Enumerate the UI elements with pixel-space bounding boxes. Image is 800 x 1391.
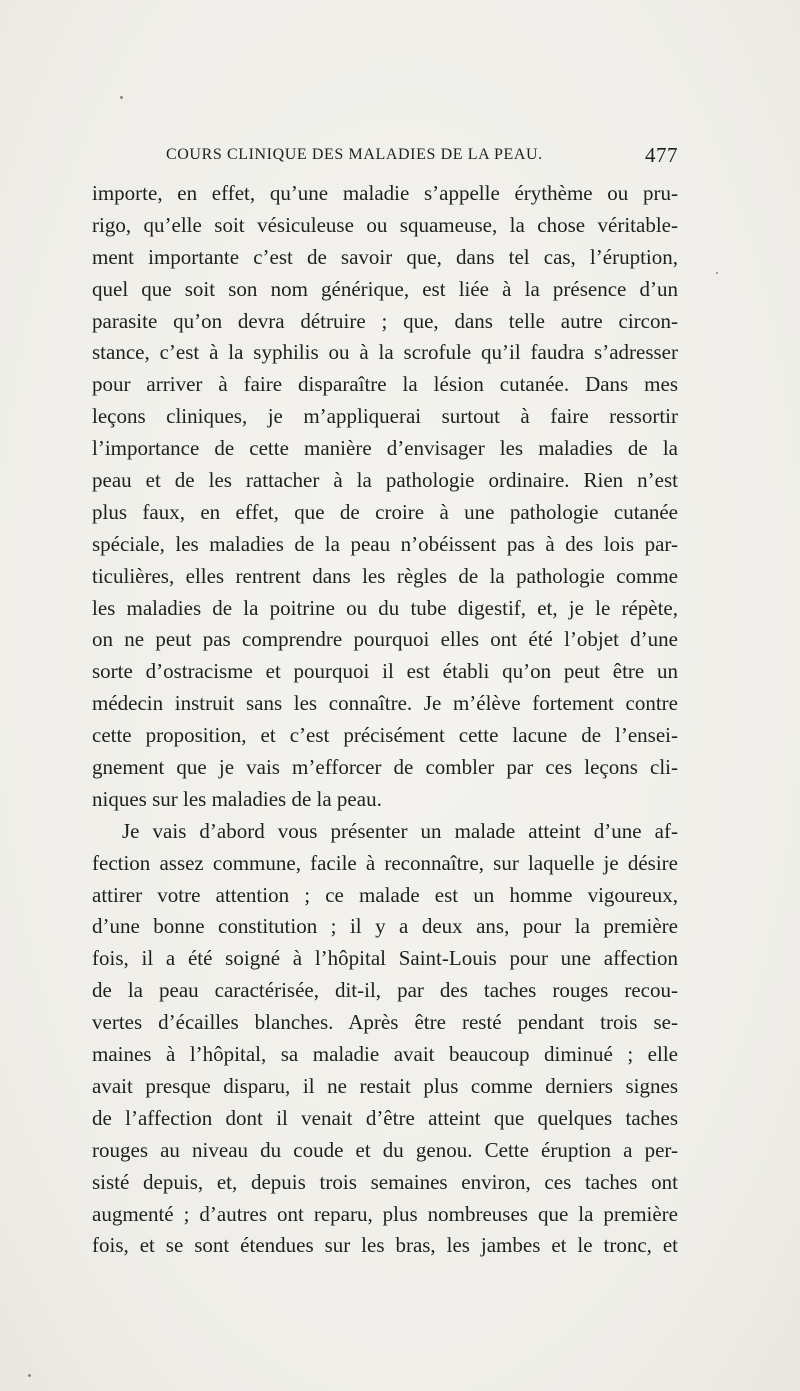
paper-speck xyxy=(28,1374,31,1377)
text-line: importe, en effet, qu’une maladie s’appelle érythème ou pru- xyxy=(92,181,678,205)
text-line: sorte d’ostracisme et pourquoi il est établi qu’on peut être un xyxy=(92,659,678,684)
text-line: spéciale, les maladies de la peau n’obéissent pas à des lois par- xyxy=(92,531,678,556)
text-line: l’importance de cette manière d’envisager les maladies de la xyxy=(92,436,678,461)
text-line: maines à l’hôpital, sa maladie avait beaucoup diminué ; elle xyxy=(92,1042,678,1067)
body-text xyxy=(92,178,678,1262)
text-line: stance, c’est à la syphilis ou à la scrofule qu’il faudra s’adresser xyxy=(92,340,678,365)
text-line: niques sur les maladies de la peau. xyxy=(92,786,382,811)
text-line: Je vais d’abord vous présenter un malade atteint d’une af- xyxy=(122,818,678,843)
running-title: COURS CLINIQUE DES MALADIES DE LA PEAU. xyxy=(166,146,543,163)
text-line: fection assez commune, facile à reconnaître, sur laquelle je désire xyxy=(92,850,678,875)
text-line: cette proposition, et c’est précisément cette lacune de l’ensei- xyxy=(92,723,678,748)
text-line: leçons cliniques, je m’appliquerai surtout à faire ressortir xyxy=(92,404,678,429)
text-line: pour arriver à faire disparaître la lésion cutanée. Dans mes xyxy=(92,372,678,397)
text-line: parasite qu’on devra détruire ; que, dans telle autre circon- xyxy=(92,308,678,333)
paper-speck xyxy=(120,96,123,99)
running-header xyxy=(92,143,678,172)
text-line: ment importante c’est de savoir que, dans tel cas, l’éruption, xyxy=(92,244,678,269)
text-line: fois, il a été soigné à l’hôpital Saint-Louis pour une affection xyxy=(92,946,678,971)
text-line: fois, et se sont étendues sur les bras, les jambes et le tronc, et xyxy=(92,1233,678,1258)
text-line: gnement que je vais m’efforcer de combler par ces leçons cli- xyxy=(92,755,678,780)
page-number: 477 xyxy=(645,143,678,167)
text-line: avait presque disparu, il ne restait plus comme derniers signes xyxy=(92,1073,678,1098)
text-line: les maladies de la poitrine ou du tube digestif, et, je le répète, xyxy=(92,595,678,620)
text-line: plus faux, en effet, que de croire à une pathologie cutanée xyxy=(92,499,678,524)
text-line: d’une bonne constitution ; il y a deux ans, pour la première xyxy=(92,914,678,939)
text-line: quel que soit son nom générique, est liée à la présence d’un xyxy=(92,276,678,301)
text-line: rigo, qu’elle soit vésiculeuse ou squameuse, la chose véritable- xyxy=(92,212,678,237)
text-line: attirer votre attention ; ce malade est un homme vigoureux, xyxy=(92,882,678,907)
text-line: sisté depuis, et, depuis trois semaines environ, ces taches ont xyxy=(92,1169,678,1194)
text-line: de l’affection dont il venait d’être atteint que quelques taches xyxy=(92,1105,678,1130)
text-line: rouges au niveau du coude et du genou. Cette éruption a per- xyxy=(92,1137,678,1162)
text-line: médecin instruit sans les connaître. Je m’élève fortement contre xyxy=(92,691,678,716)
paper-speck xyxy=(716,272,718,274)
text-line: de la peau caractérisée, dit-il, par des taches rouges recou- xyxy=(92,978,678,1003)
text-line: augmenté ; d’autres ont reparu, plus nombreuses que la première xyxy=(92,1201,678,1226)
text-line: peau et de les rattacher à la pathologie ordinaire. Rien n’est xyxy=(92,468,678,493)
text-line: on ne peut pas comprendre pourquoi elles ont été l’objet d’une xyxy=(92,627,678,652)
text-line: vertes d’écailles blanches. Après être resté pendant trois se- xyxy=(92,1010,678,1035)
text-line: ticulières, elles rentrent dans les règles de la pathologie comme xyxy=(92,563,678,588)
